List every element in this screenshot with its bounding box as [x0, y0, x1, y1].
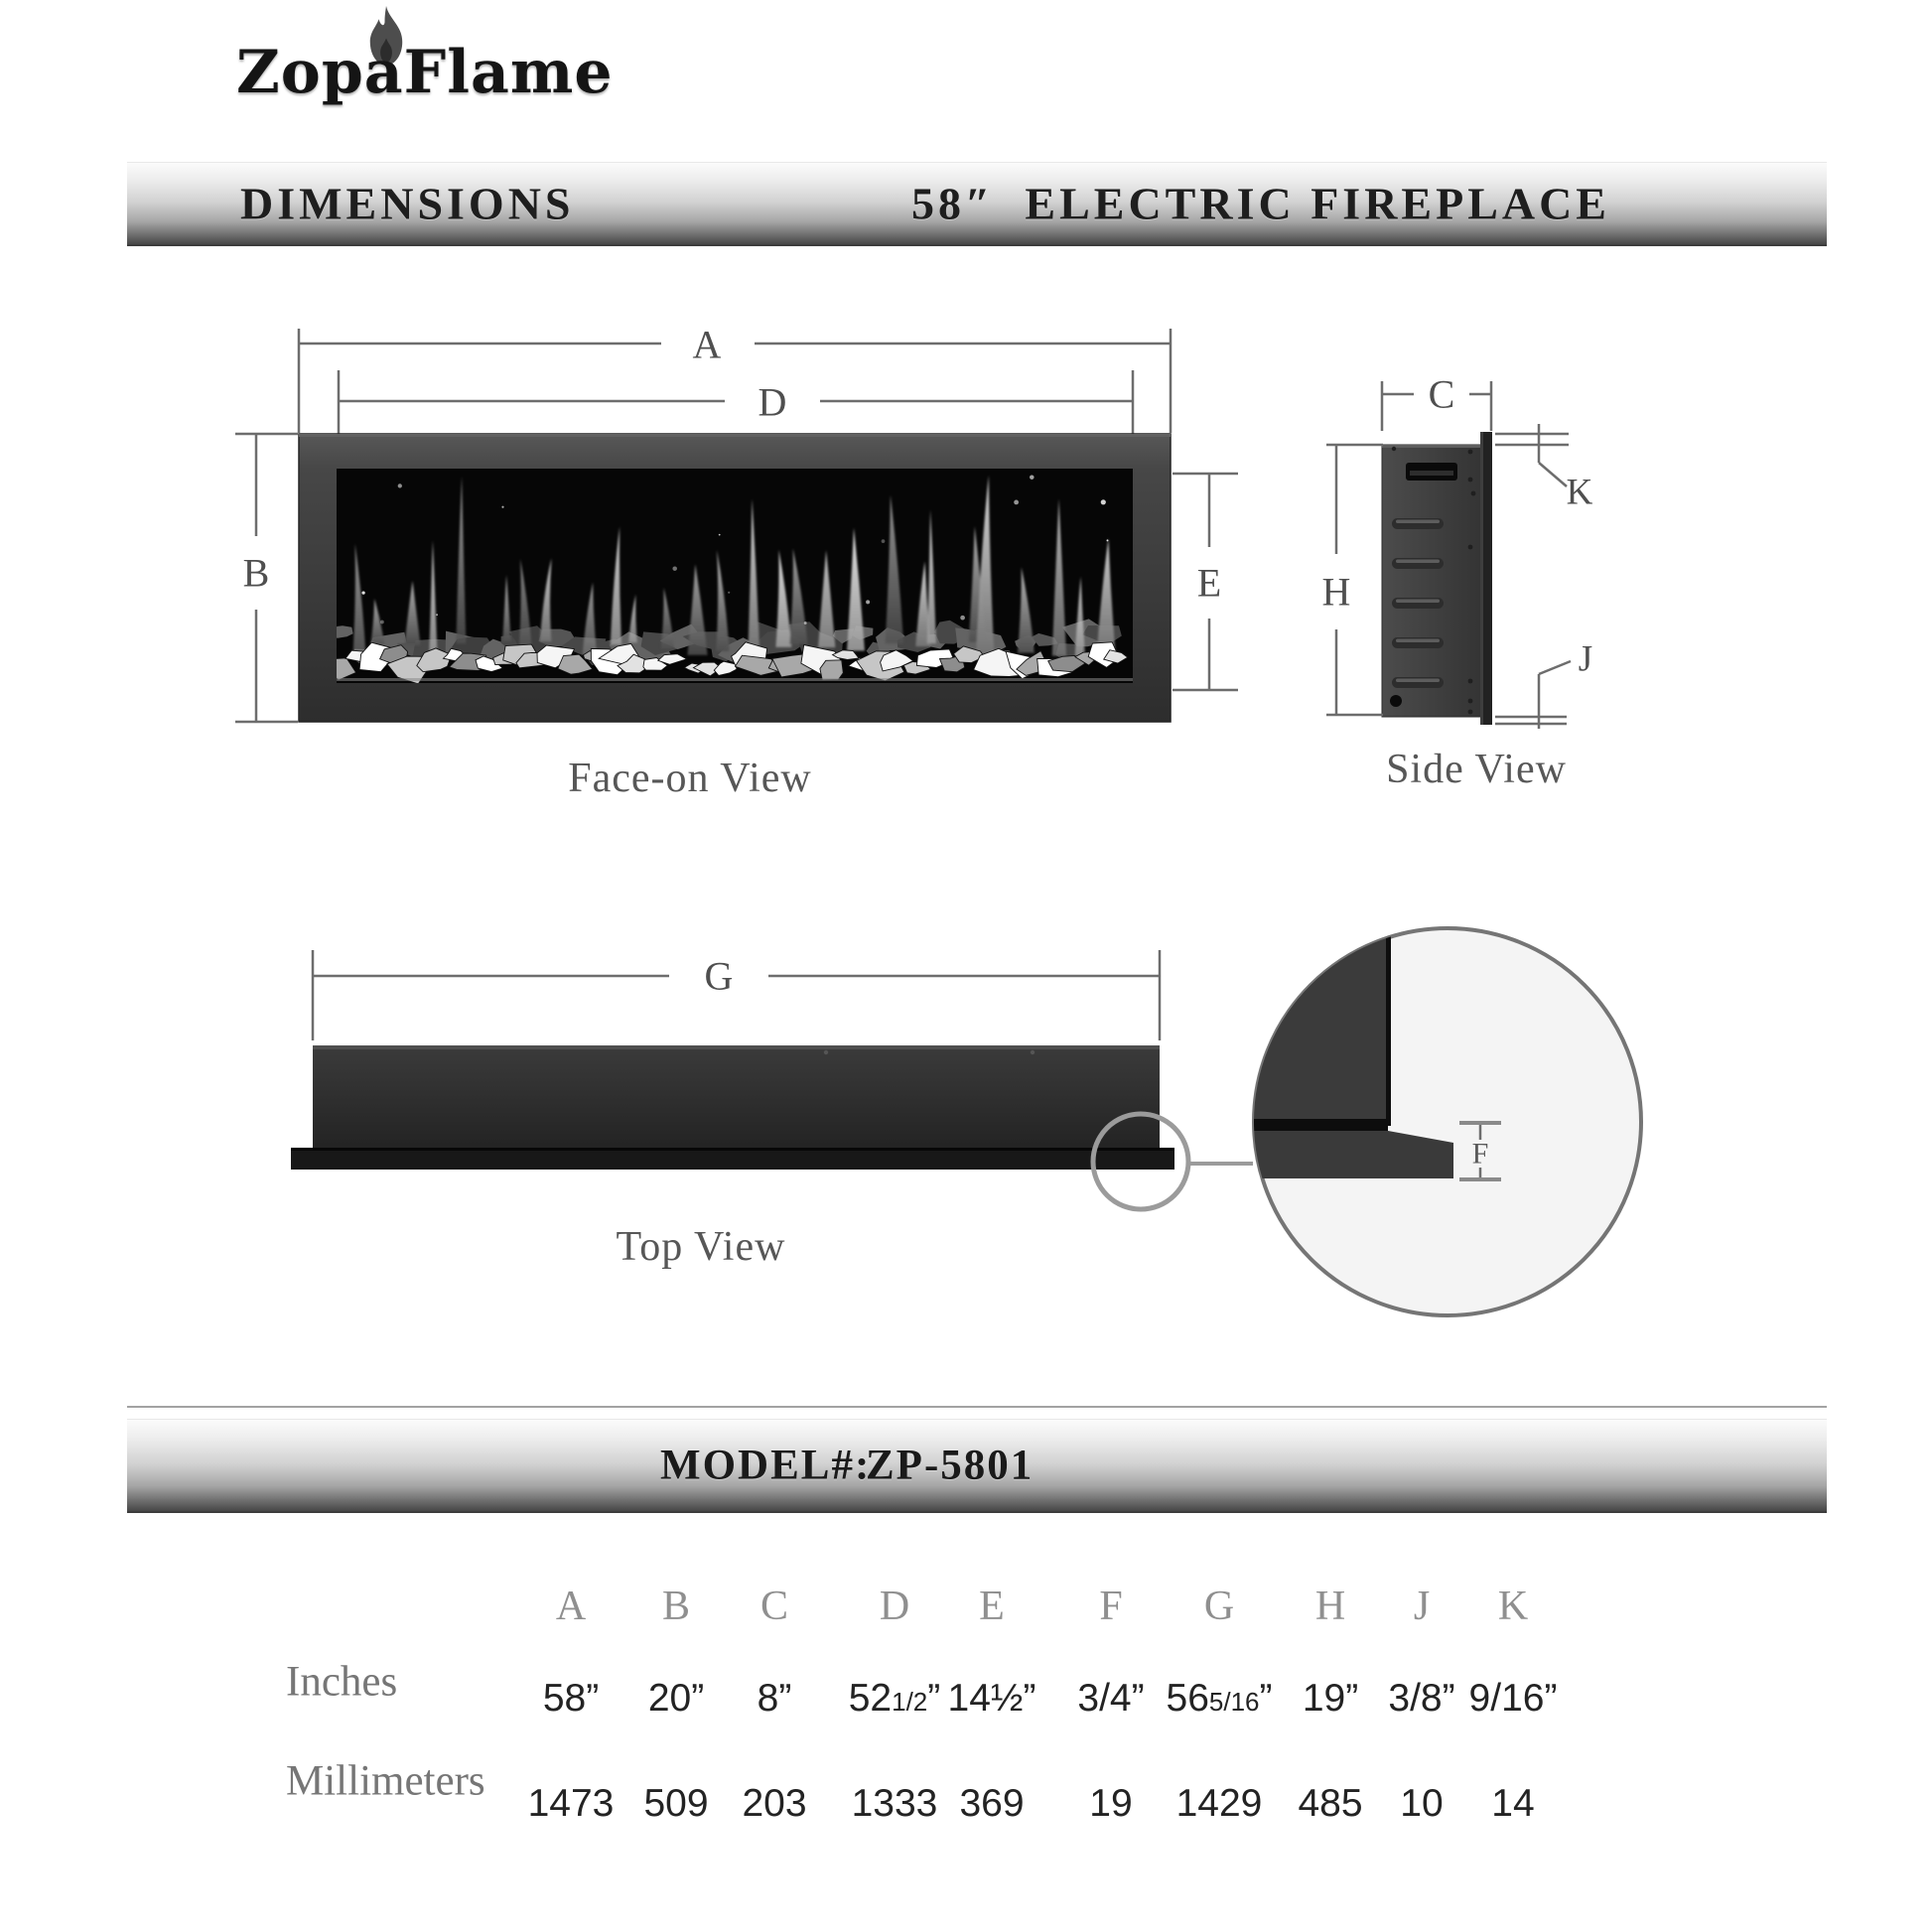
table-col-B: B — [661, 1584, 691, 1629]
mm-G: 1429 — [1175, 1782, 1263, 1825]
table-col-G: G — [1203, 1584, 1235, 1629]
mm-H: 485 — [1298, 1782, 1363, 1825]
table-col-F: F — [1099, 1584, 1123, 1629]
inches-B: 20” — [647, 1677, 705, 1720]
table-col-K: K — [1497, 1584, 1529, 1629]
model-number-label: MODEL#: — [660, 1442, 872, 1489]
mm-F: 19 — [1089, 1782, 1133, 1825]
table-col-H: H — [1314, 1584, 1346, 1629]
mm-J: 10 — [1400, 1782, 1444, 1825]
inches-F: 3/4” — [1077, 1677, 1145, 1720]
mm-A: 1473 — [527, 1782, 615, 1825]
inches-A: 58” — [542, 1677, 600, 1720]
face-on-view-caption: Face-on View — [568, 756, 812, 801]
inches-J: 3/8” — [1388, 1677, 1455, 1720]
inches-D: 521/2” — [848, 1677, 941, 1720]
table-col-J: J — [1413, 1584, 1431, 1629]
inches-C: 8” — [757, 1677, 792, 1720]
dim-label-F: F — [1471, 1137, 1489, 1171]
model-number-value: ZP-5801 — [866, 1442, 1035, 1489]
side-view-caption: Side View — [1386, 747, 1567, 792]
dim-label-C: C — [1428, 371, 1455, 417]
dim-label-K: K — [1566, 472, 1593, 513]
mm-D: 1333 — [851, 1782, 938, 1825]
table-col-A: A — [555, 1584, 587, 1629]
dim-label-G: G — [704, 953, 734, 999]
table-col-E: E — [979, 1584, 1005, 1629]
top-view-caption: Top View — [616, 1224, 786, 1270]
dim-label-J: J — [1578, 638, 1593, 680]
dim-label-B: B — [242, 550, 270, 596]
inches-K: 9/16” — [1468, 1677, 1558, 1720]
header-title-dimensions: DIMENSIONS — [240, 178, 575, 229]
logo-text: ZopaFlame — [236, 38, 614, 107]
inches-E: 14½” — [947, 1677, 1036, 1720]
row-label-millimeters: Millimeters — [286, 1757, 485, 1805]
mm-K: 14 — [1491, 1782, 1535, 1825]
header-title-product: 58″ ELECTRIC FIREPLACE — [911, 178, 1610, 229]
dim-label-H: H — [1321, 569, 1351, 615]
mm-C: 203 — [742, 1782, 807, 1825]
dim-label-D: D — [758, 379, 787, 425]
row-label-inches: Inches — [286, 1658, 398, 1706]
inches-H: 19” — [1302, 1677, 1359, 1720]
dim-label-A: A — [692, 322, 722, 367]
table-col-D: D — [879, 1584, 910, 1629]
mm-B: 509 — [643, 1782, 709, 1825]
table-col-C: C — [759, 1584, 789, 1629]
dim-label-E: E — [1196, 560, 1222, 606]
mm-E: 369 — [959, 1782, 1025, 1825]
inches-G: 565/16” — [1166, 1677, 1273, 1720]
